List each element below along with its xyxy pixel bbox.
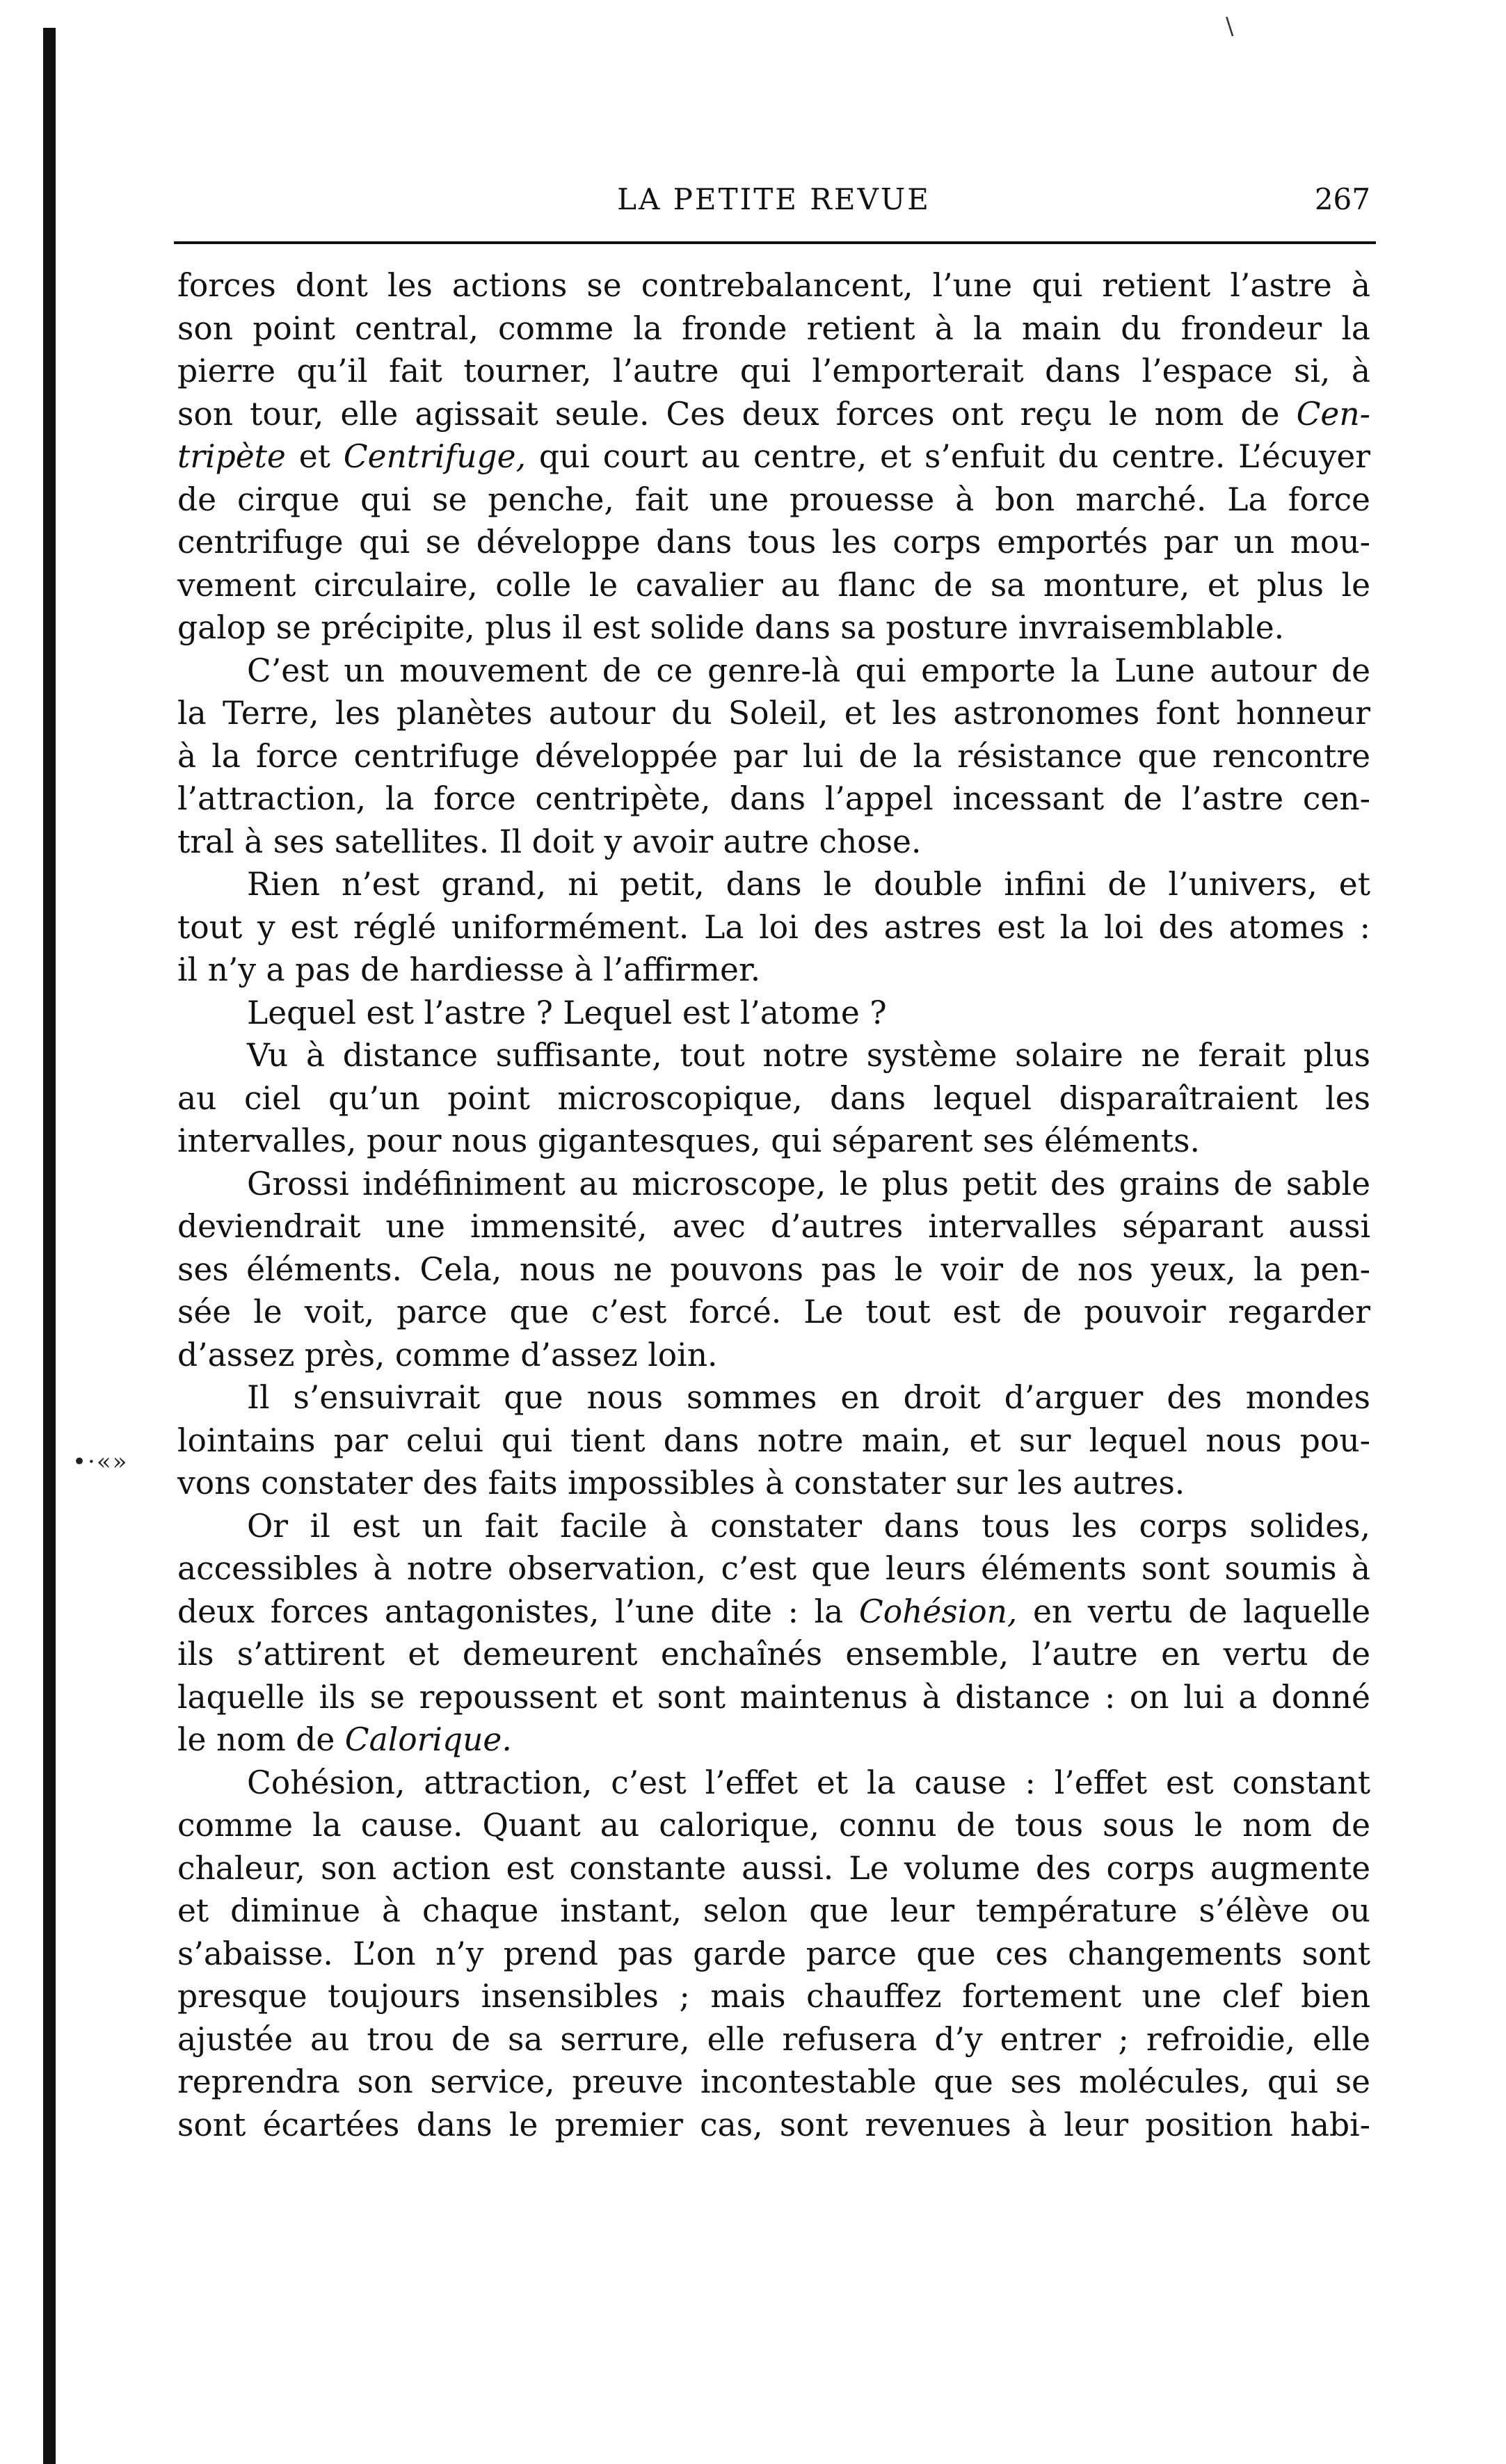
text-line: C’est un mouvement de ce genre-là qui emporte la Lune autour de xyxy=(247,652,1370,689)
text-line: il n’y a pas de hardiesse à l’affirmer. xyxy=(177,951,761,988)
text-line: tral à ses satellites. Il doit y avoir autre chose. xyxy=(177,823,922,860)
text-line: au ciel qu’un point microscopique, dans lequel disparaîtraient les xyxy=(177,1079,1370,1117)
text-line: vement circulaire, colle le cavalier au flanc de sa monture, et plus le xyxy=(177,566,1370,604)
text-line: centrifuge qui se développe dans tous les corps emportés par un mou- xyxy=(177,524,1370,561)
text-line: Lequel est l’astre ? Lequel est l’atome ? xyxy=(247,994,887,1031)
text-line: ses éléments. Cela, nous ne pouvons pas le voir de nos yeux, la pen- xyxy=(177,1250,1370,1288)
text-line xyxy=(177,1591,1370,1634)
running-title: LA PETITE REVUE xyxy=(617,182,931,216)
text-line: presque toujours insensibles ; mais chauffez fortement une clef bien xyxy=(177,1978,1370,2015)
text-line: reprendra son service, preuve incontestable que ses molécules, qui se xyxy=(177,2063,1370,2100)
text-line: Cohésion, attraction, c’est l’effet et la cause : l’effet est constant xyxy=(247,1764,1370,1801)
text-line xyxy=(177,393,1370,436)
running-head xyxy=(177,182,1370,224)
page-number: 267 xyxy=(1314,182,1370,216)
text-line: la Terre, les planètes autour du Soleil, et les astronomes font honneur xyxy=(177,695,1370,732)
text-line: et diminue à chaque instant, selon que leur température s’élève ou xyxy=(177,1892,1370,1929)
text-run: en vertu de laquelle xyxy=(1032,1593,1371,1630)
italic-term: Cen- xyxy=(1296,395,1370,433)
text-run: son tour, elle agissait seule. Ces deux forces ont reçu le nom de xyxy=(177,395,1280,433)
text-line: à la force centrifuge développée par lui de la résistance que rencontre xyxy=(177,737,1370,775)
text-line: Vu à distance suffisante, tout notre système solaire ne ferait plus xyxy=(247,1037,1370,1074)
text-line: de cirque qui se penche, fait une prouesse à bon marché. La force xyxy=(177,481,1370,518)
italic-term: Centrifuge, xyxy=(343,438,527,475)
text-line: s’abaisse. L’on n’y prend pas garde parce que ces changements sont xyxy=(177,1935,1370,1972)
text-line: tout y est réglé uniformément. La loi des astres est la loi des atomes : xyxy=(177,908,1370,946)
text-line: Grossi indéfiniment au microscope, le plus petit des grains de sable xyxy=(247,1165,1370,1202)
text-line: d’assez près, comme d’assez loin. xyxy=(177,1336,718,1374)
header-rule xyxy=(174,241,1376,244)
text-line: lointains par celui qui tient dans notre main, et sur lequel nous pou- xyxy=(177,1422,1370,1459)
italic-term: Cohésion, xyxy=(858,1593,1018,1630)
text-line: deviendrait une immensité, avec d’autres intervalles séparant aussi xyxy=(177,1208,1370,1245)
text-line: intervalles, pour nous gigantesques, qui séparent ses éléments. xyxy=(177,1122,1200,1159)
italic-term: tripète xyxy=(177,438,286,475)
text-line: forces dont les actions se contrebalancent, l’une qui retient l’astre à xyxy=(177,267,1370,304)
text-line: vons constater des faits impossibles à constater sur les autres. xyxy=(177,1465,1185,1501)
text-line: ajustée au trou de sa serrure, elle refusera d’y entrer ; refroidie, elle xyxy=(177,2020,1370,2058)
text-line: sée le voit, parce que c’est forcé. Le tout est de pouvoir regarder xyxy=(177,1294,1370,1330)
italic-term: Calorique. xyxy=(344,1721,512,1758)
binding-edge-rule xyxy=(43,28,56,2464)
text-line xyxy=(177,435,1370,478)
text-line: ils s’attirent et demeurent enchaînés ensemble, l’autre en vertu de xyxy=(177,1636,1370,1673)
text-line: comme la cause. Quant au calorique, connu de tous sous le nom de xyxy=(177,1807,1370,1844)
text-line: galop se précipite, plus il est solide dans sa posture invraisemblable. xyxy=(177,609,1285,646)
text-run: deux forces antagonistes, l’une dite : la xyxy=(177,1593,844,1630)
text-line: pierre qu’il fait tourner, l’autre qui l’emporterait dans l’espace si, à xyxy=(177,353,1370,389)
margin-mark: •·«» xyxy=(72,1448,129,1476)
text-line: accessibles à notre observation, c’est que leurs éléments sont soumis à xyxy=(177,1550,1370,1587)
text-line: chaleur, son action est constante aussi. Le volume des corps augmente xyxy=(177,1849,1370,1887)
text-line: sont écartées dans le premier cas, sont revenues à leur position habi- xyxy=(177,2106,1370,2143)
text-line: Rien n’est grand, ni petit, dans le double infini de l’univers, et xyxy=(247,866,1370,903)
text-run: et xyxy=(298,438,330,475)
text-line: Il s’ensuivrait que nous sommes en droit d’arguer des mondes xyxy=(247,1379,1370,1416)
text-run: le nom de xyxy=(177,1721,335,1758)
body-text xyxy=(177,264,1370,2146)
text-line: laquelle ils se repoussent et sont maintenus à distance : on lui a donné xyxy=(177,1678,1370,1716)
corner-mark: \ xyxy=(1226,13,1234,40)
text-line: l’attraction, la force centripète, dans l’appel incessant de l’astre cen- xyxy=(177,780,1370,817)
text-line: son point central, comme la fronde retient à la main du frondeur la xyxy=(177,309,1370,347)
text-line: Or il est un fait facile à constater dans tous les corps solides, xyxy=(247,1507,1370,1545)
text-line xyxy=(177,1718,1370,1762)
text-run: qui court au centre, et s’enfuit du centre. L’écuyer xyxy=(538,438,1371,475)
